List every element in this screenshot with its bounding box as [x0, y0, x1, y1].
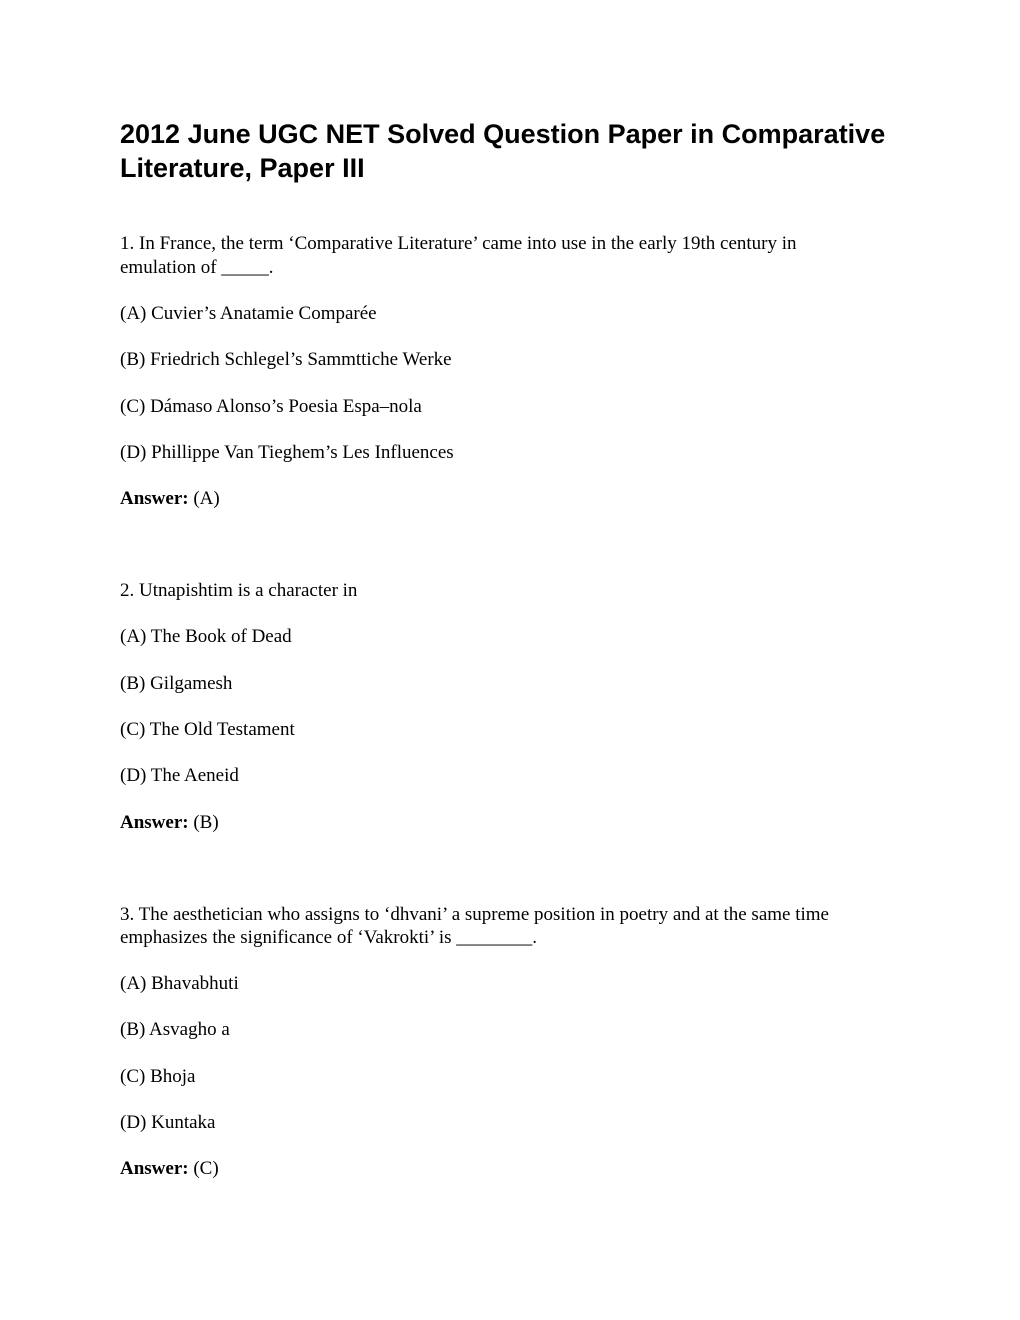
question-1-answer-value: (A) [193, 488, 220, 509]
question-3-option-b: (B) Asvagho a [120, 1019, 230, 1040]
question-2-answer-value: (B) [193, 812, 219, 833]
question-3-option-c: (C) Bhoja [120, 1066, 196, 1087]
page-title: 2012 June UGC NET Solved Question Paper in Comparative Literature, Paper III [120, 119, 886, 183]
question-1-option-b: (B) Friedrich Schlegel’s Sammttiche Werke [120, 349, 452, 370]
question-3-answer-value: (C) [193, 1158, 219, 1179]
question-2-option-d: (D) The Aeneid [120, 765, 239, 786]
question-3-stem-line-1: 3. The aesthetician who assigns to ‘dhvani’ a supreme position in poetry and at the same time [120, 904, 829, 925]
question-1-option-c: (C) Dámaso Alonso’s Poesia Espa–nola [120, 396, 422, 417]
question-1-stem-line-1: 1. In France, the term ‘Comparative Literature’ came into use in the early 19th century in [120, 233, 797, 254]
question-3-stem-line-2: emphasizes the significance of ‘Vakrokti’ is ________. [120, 927, 538, 948]
question-1-option-d: (D) Phillippe Van Tieghem’s Les Influences [120, 442, 454, 463]
question-2-answer [120, 811, 219, 834]
question-1-option-a: (A) Cuvier’s Anatamie Comparée [120, 303, 377, 324]
answer-label: Answer: [120, 488, 189, 509]
question-1-answer [120, 487, 220, 510]
answer-label: Answer: [120, 812, 189, 833]
question-2-option-a: (A) The Book of Dead [120, 626, 292, 647]
question-1-stem-line-2: emulation of _____. [120, 257, 274, 278]
question-2-option-c: (C) The Old Testament [120, 719, 295, 740]
question-3-option-a: (A) Bhavabhuti [120, 973, 239, 994]
question-3-answer [120, 1157, 219, 1180]
answer-label: Answer: [120, 1158, 189, 1179]
question-2-stem-line-1: 2. Utnapishtim is a character in [120, 580, 358, 601]
question-3-option-d: (D) Kuntaka [120, 1112, 216, 1133]
question-2-option-b: (B) Gilgamesh [120, 673, 233, 694]
